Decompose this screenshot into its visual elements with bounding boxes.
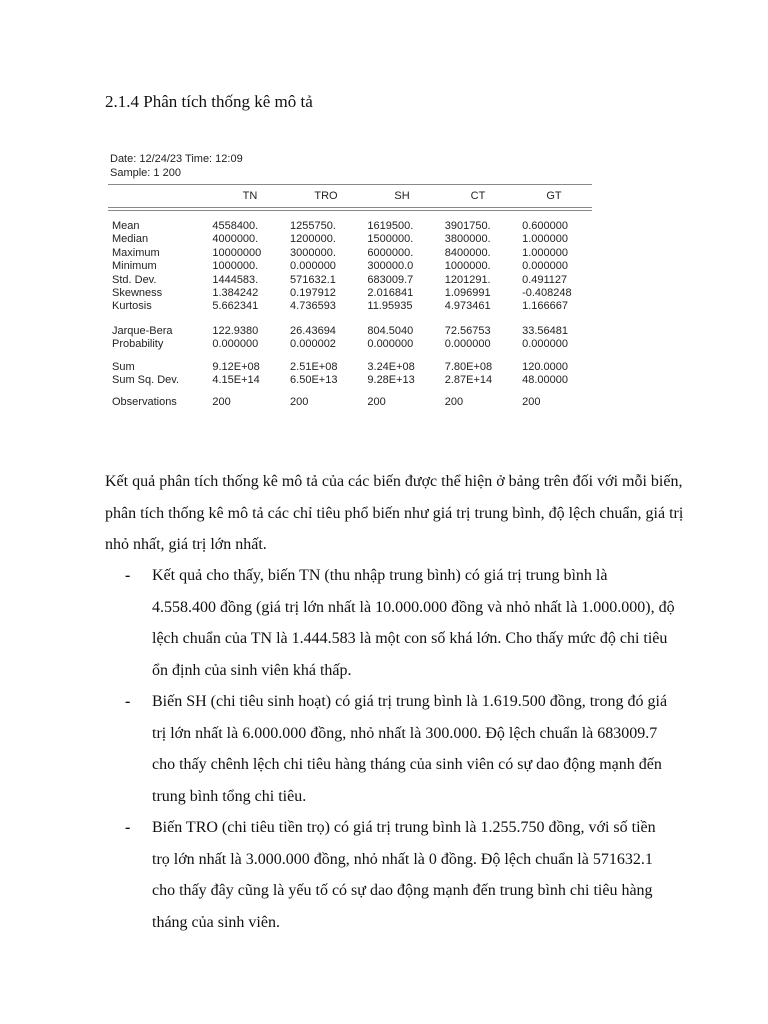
bullet-text: Biến TRO (chi tiêu tiền trọ) có giá trị trung bình là 1.255.750 đồng, với số tiền trọ lớn nhất là 3.000.000 đồng, nhỏ nhất là 0 đồng. Độ lệch chuẩn là 571632.1 cho thấy đây cũng là yếu tố có sự dao động mạnh đến trung bình chi tiêu hàng tháng của sinh viên.: [152, 819, 656, 931]
table-cell: 122.9380: [212, 324, 259, 337]
row-label: Sum: [112, 360, 135, 373]
table-cell: 0.600000: [522, 220, 568, 232]
table-cell: 6.50E+13: [290, 374, 338, 387]
table-row: [108, 325, 592, 338]
row-label: Minimum: [112, 260, 157, 273]
table-cell: 2.51E+08: [290, 360, 338, 373]
bullet-text: Biến SH (chi tiêu sinh hoạt) có giá trị trung bình là 1.619.500 đồng, trong đó giá trị lớn nhất là 6.000.000 đồng, nhỏ nhất là 300.000. Độ lệch chuẩn là 683009.7 cho thấy chênh lệch chi tiêu hàng tháng của sinh viên có sự dao động mạnh đến trung bình tổng chi tiêu.: [152, 693, 668, 805]
table-cell: 1444583.: [212, 273, 259, 286]
output-date-line: Date: 12/24/23 Time: 12:09: [110, 153, 243, 165]
table-cell: 2.87E+14: [444, 374, 493, 387]
table-cell: 0.197912: [290, 287, 336, 300]
table-cell: 48.00000: [522, 374, 568, 387]
table-row: [108, 274, 592, 287]
table-cell: 1.000000: [522, 233, 568, 246]
row-label: Observations: [112, 396, 177, 409]
table-cell: 3901750.: [444, 220, 491, 232]
row-label: Sum Sq. Dev.: [112, 374, 180, 387]
table-cell: 2.016841: [367, 287, 414, 300]
table-cell: 1.384242: [212, 287, 259, 300]
table-cell: 0.000000: [290, 260, 336, 273]
table-row: [108, 338, 592, 351]
table-cell: 33.56481: [522, 324, 568, 337]
table-cell: 72.56753: [444, 324, 491, 337]
row-label: Mean: [112, 220, 140, 232]
table-row: [108, 247, 592, 260]
table-row: [108, 260, 592, 273]
bullet-marker: -: [125, 567, 131, 584]
table-cell: 1000000.: [444, 260, 491, 273]
eviews-output: [108, 152, 592, 410]
table-cell: 4.973461: [444, 300, 491, 313]
table-cell: 0.000000: [367, 338, 414, 351]
table-row: [108, 220, 592, 233]
table-cell: 4.736593: [290, 300, 336, 313]
table-cell: 1500000.: [367, 233, 414, 246]
table-cell: 4000000.: [212, 233, 259, 246]
bullet-marker: -: [125, 819, 131, 836]
table-cell: 9.12E+08: [212, 360, 260, 373]
table-cell: 300000.0: [367, 260, 414, 273]
table-cell: 1255750.: [290, 220, 336, 232]
bullet-list: [125, 560, 675, 938]
table-cell: 571632.1: [290, 273, 336, 286]
table-cell: 0.000002: [290, 338, 336, 351]
table-cell: 0.000000: [444, 338, 491, 351]
row-label: Median: [112, 233, 149, 246]
table-cell: 0.000000: [212, 338, 259, 351]
stats-body: [108, 211, 592, 410]
table-cell: 11.95935: [367, 300, 413, 313]
table-cell: 1.166667: [522, 300, 568, 313]
col-header: CT: [470, 190, 486, 202]
col-header: SH: [394, 190, 410, 202]
table-row: [108, 233, 592, 246]
row-label: Std. Dev.: [112, 273, 157, 286]
table-cell: 0.000000: [522, 338, 568, 351]
table-cell: 200: [522, 396, 541, 409]
table-row: [108, 287, 592, 300]
table-row: [108, 374, 592, 387]
table-cell: 3800000.: [444, 233, 491, 246]
bullet-text: Kết quả cho thấy, biến TN (thu nhập trung bình) có giá trị trung bình là 4.558.400 đồng (giá trị lớn nhất là 10.000.000 đồng và nhỏ nhất là 1.000.000), độ lệch chuẩn của TN là 1.444.583 là một con số khá lớn. Cho thấy mức độ chi tiêu ổn định của sinh viên khá thấp.: [152, 567, 675, 679]
table-cell: 200: [212, 396, 231, 409]
section-heading: 2.1.4 Phân tích thống kê mô tả: [105, 92, 313, 111]
table-cell: 8400000.: [444, 246, 491, 259]
col-header: TRO: [314, 190, 338, 202]
list-item: [125, 560, 675, 686]
table-cell: 3.24E+08: [367, 360, 415, 373]
table-cell: 683009.7: [367, 273, 414, 286]
row-label: Kurtosis: [112, 300, 152, 313]
table-cell: 3000000.: [290, 246, 336, 259]
row-label: Skewness: [112, 287, 163, 300]
table-cell: 200: [290, 396, 309, 409]
list-item: [125, 812, 675, 938]
row-label: Jarque-Bera: [112, 324, 173, 337]
table-cell: -0.408248: [522, 287, 572, 300]
stats-table: [108, 185, 592, 207]
table-cell: 9.28E+13: [367, 374, 415, 387]
table-cell: 1.000000: [522, 246, 568, 259]
table-cell: 120.0000: [522, 360, 568, 373]
table-cell: 10000000: [212, 246, 262, 259]
table-cell: 804.5040: [367, 324, 414, 337]
intro-paragraph: Kết quả phân tích thống kê mô tả của các biến được thể hiện ở bảng trên đối với mỗi biến, phân tích thống kê mô tả các chỉ tiêu phổ biến như giá trị trung bình, độ lệch chuẩn, giá trị nhỏ nhất, giá trị lớn nhất.: [105, 473, 684, 553]
output-sample-line: Sample: 1 200: [110, 167, 181, 179]
table-cell: 7.80E+08: [444, 360, 493, 373]
header-blank: [108, 185, 212, 207]
table-cell: 4558400.: [212, 220, 259, 232]
row-label: Probability: [112, 338, 164, 351]
table-cell: 1201291.: [444, 273, 491, 286]
bullet-marker: -: [125, 693, 131, 710]
list-item: [125, 686, 675, 812]
table-row: [108, 300, 592, 313]
table-cell: 200: [444, 396, 464, 409]
table-cell: 0.491127: [522, 273, 568, 286]
table-cell: 6000000.: [367, 246, 414, 259]
table-cell: 1200000.: [290, 233, 336, 246]
table-cell: 5.662341: [212, 300, 259, 313]
table-cell: 1.096991: [444, 287, 491, 300]
col-header: TN: [242, 190, 258, 202]
table-cell: 0.000000: [522, 260, 568, 273]
row-label: Maximum: [112, 246, 160, 259]
table-cell: 200: [367, 396, 386, 409]
header-row: [108, 185, 592, 207]
table-row: [108, 396, 592, 409]
table-cell: 1619500.: [367, 220, 414, 232]
col-header: GT: [546, 190, 562, 202]
table-row: [108, 361, 592, 374]
table-cell: 26.43694: [290, 324, 336, 337]
table-cell: 4.15E+14: [212, 374, 260, 387]
table-cell: 1000000.: [212, 260, 259, 273]
